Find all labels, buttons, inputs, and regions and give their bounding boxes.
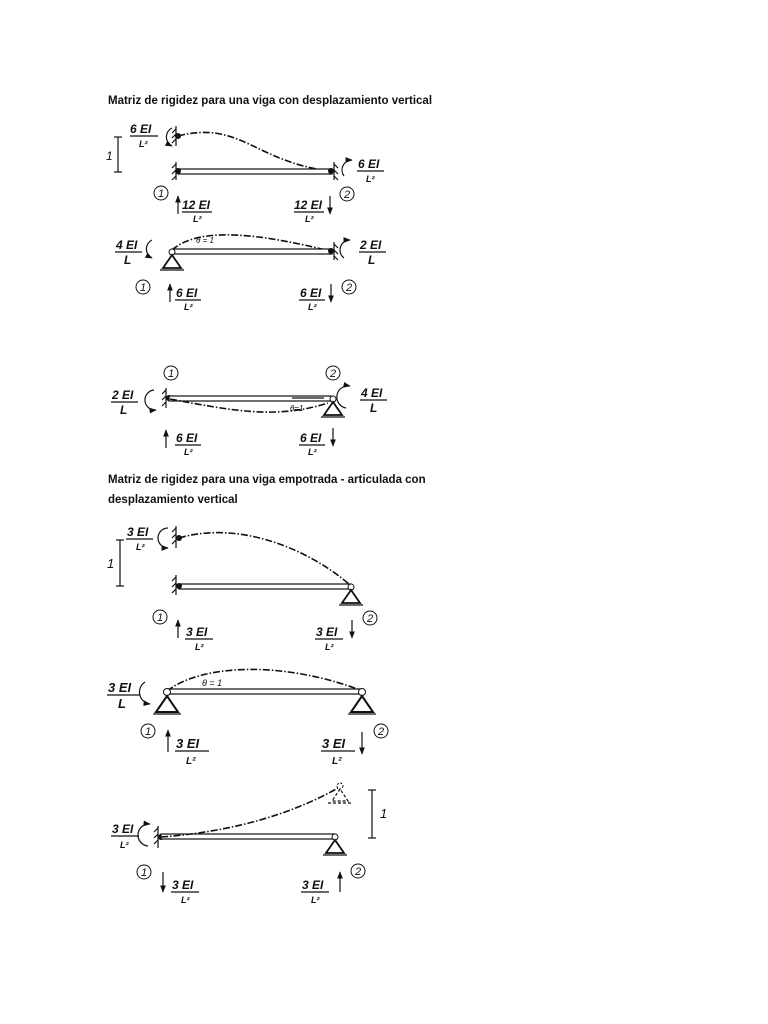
node-label-2: 2 (346, 282, 353, 294)
moment-label-L: L (368, 253, 376, 267)
diagram-fixed-fixed-displacement (106, 122, 384, 224)
node-label-2: 2 (355, 866, 362, 878)
moment-label-L2: L² (139, 139, 148, 149)
rotation-label: θ = 1 (202, 678, 223, 688)
beam (172, 249, 332, 254)
node-label-1: 1 (145, 726, 152, 738)
shear-label-3EI: 3 EI (322, 736, 346, 751)
shear-label-L2: L² (325, 642, 334, 652)
moment-label-L2: L² (366, 174, 375, 184)
shear-label-12EI: 12 EI (294, 198, 323, 212)
diagram-fixed-pinned-rotation (107, 669, 388, 767)
moment-label-6EI: 6 EI (358, 157, 380, 171)
moment-label-4EI: 4 EI (361, 386, 383, 400)
moment-label-L2: L² (120, 840, 129, 850)
node-label-1: 1 (140, 282, 147, 294)
moment-label-L: L (124, 253, 132, 267)
shear-label-6EI: 6 EI (176, 431, 198, 445)
deflected-shape (178, 132, 330, 171)
moment-label-2EI: 2 EI (360, 238, 382, 252)
shear-label-3EI: 3 EI (186, 625, 208, 639)
moment-label-4EI: 4 EI (116, 238, 138, 252)
shear-label-3EI: 3 EI (172, 878, 194, 892)
beam (178, 169, 332, 174)
moment-label-3EI: 3 EI (108, 680, 132, 695)
moment-label-3EI: 3 EI (112, 822, 134, 836)
shear-label-12EI: 12 EI (182, 198, 211, 212)
diagram-fixed-pinned-displacement (107, 525, 377, 652)
deflected-shape (167, 669, 360, 691)
shear-label-L2: L² (193, 214, 202, 224)
displacement-label: 1 (380, 806, 388, 821)
shear-label-L2: L² (184, 302, 193, 312)
displacement-label: 1 (106, 149, 113, 163)
diagram-fixed-fixed-rotation-left (115, 235, 386, 312)
displacement-label: 1 (107, 556, 115, 571)
section1-title: Matriz de rigidez para una viga con desplazamiento vertical (108, 95, 433, 107)
shear-label-L2: L² (181, 895, 190, 905)
shear-label-L2: L² (305, 214, 314, 224)
node-label-2: 2 (367, 613, 374, 625)
shear-label-L2: L² (332, 756, 342, 767)
node-label-1: 1 (157, 612, 164, 624)
beam (167, 689, 362, 694)
node-label-1: 1 (141, 867, 148, 879)
moment-label-L2: L² (136, 542, 145, 552)
rotation-label: θ=1 (290, 404, 304, 413)
shear-label-L2: L² (195, 642, 204, 652)
shear-label-L2: L² (311, 895, 320, 905)
shear-label-6EI: 6 EI (176, 286, 198, 300)
moment-label-2EI: 2 EI (112, 388, 134, 402)
diagram-fixed-pinned-displacement-right (111, 783, 387, 905)
beam (179, 584, 351, 589)
node-label-1: 1 (168, 368, 175, 380)
deflected-shape (161, 788, 338, 837)
shear-label-6EI: 6 EI (300, 286, 322, 300)
section2-title-line2: desplazamiento vertical (108, 494, 238, 506)
shear-label-L2: L² (308, 302, 317, 312)
node-label-2: 2 (344, 189, 351, 201)
shear-label-3EI: 3 EI (316, 625, 338, 639)
moment-label-L: L (120, 403, 128, 417)
shear-label-L2: L² (186, 756, 196, 767)
deflected-shape (179, 533, 350, 585)
moment-label-6EI: 6 EI (130, 122, 152, 136)
diagram-fixed-fixed-rotation-right (111, 366, 387, 457)
shear-label-L2: L² (308, 447, 317, 457)
node-label-2: 2 (378, 726, 385, 738)
shear-label-3EI: 3 EI (302, 878, 324, 892)
node-label-2: 2 (330, 368, 337, 380)
rotation-label: θ = 1 (196, 236, 214, 245)
shear-label-L2: L² (184, 447, 193, 457)
moment-label-L: L (118, 696, 126, 711)
moment-arrow (342, 160, 352, 176)
moment-arrow (166, 128, 172, 146)
moment-label-L: L (370, 401, 378, 415)
moment-label-3EI: 3 EI (127, 525, 149, 539)
shear-label-6EI: 6 EI (300, 431, 322, 445)
node-label-1: 1 (158, 188, 165, 200)
shear-label-3EI: 3 EI (176, 736, 200, 751)
section2-title-line1: Matriz de rigidez para una viga empotrada - articulada con (108, 474, 426, 486)
